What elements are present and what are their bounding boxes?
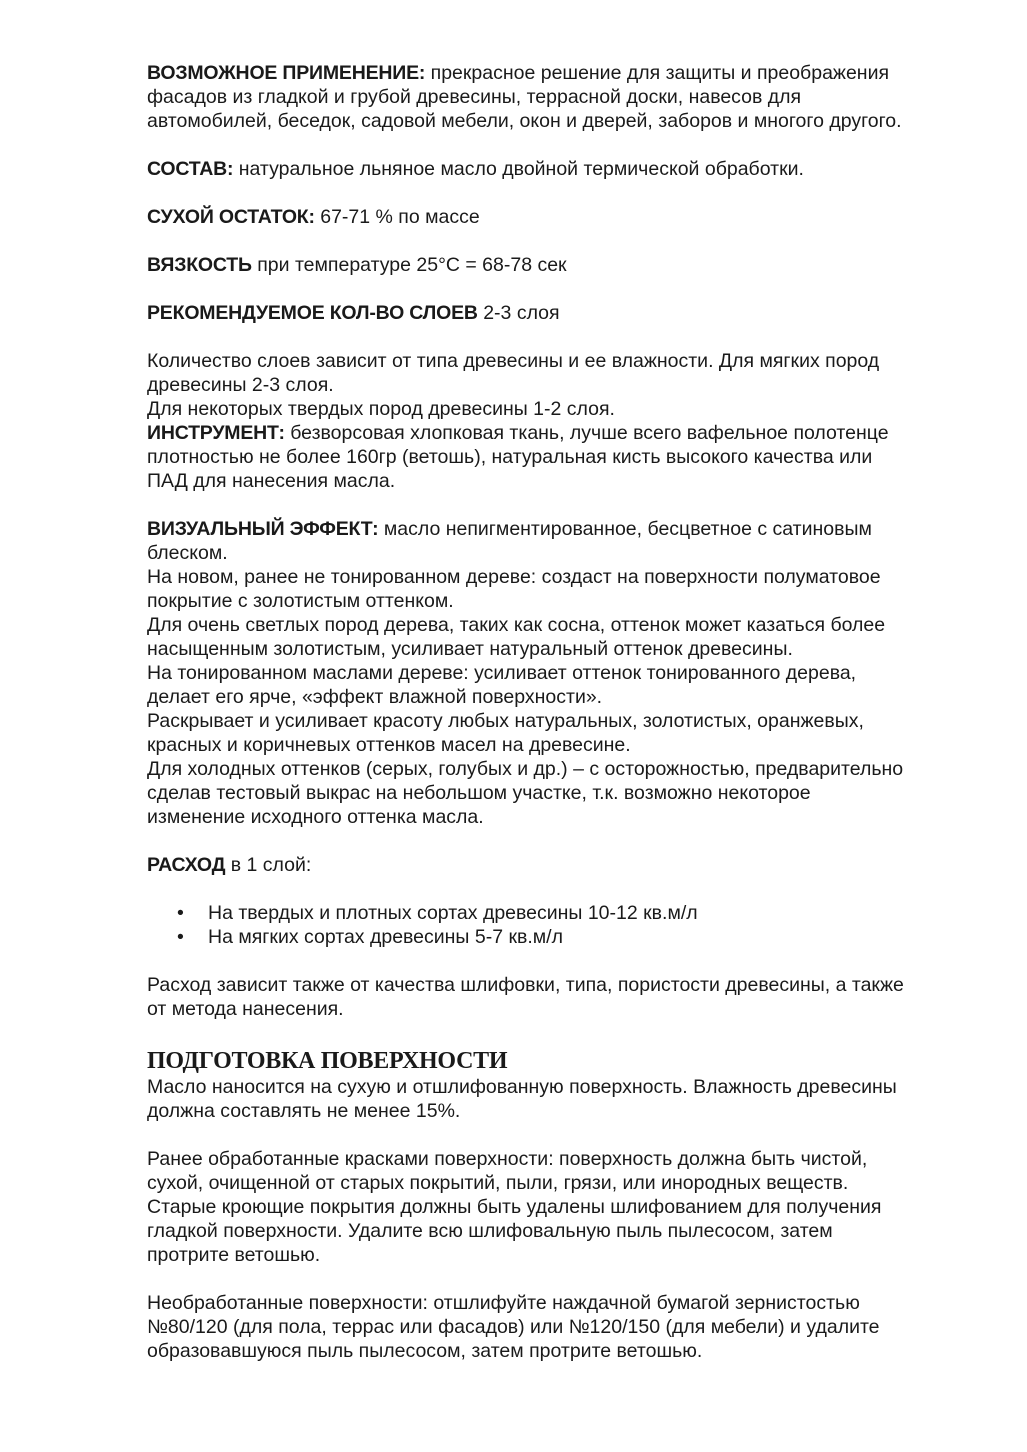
surface-prep-text: Необработанные поверхности: отшлифуйте наждачной бумагой зернистостью <box>147 1292 860 1314</box>
layers-note: Для некоторых твердых пород древесины 1-2 слоя. <box>147 398 615 420</box>
tool-label: ИНСТРУМЕНТ: <box>147 422 285 444</box>
viscosity-value: при температуре 25°С = 68-78 сек <box>251 254 567 276</box>
surface-prep-text: образовавшуюся пыль пылесосом, затем протрите ветошью. <box>147 1340 703 1362</box>
application-label: ВОЗМОЖНОЕ ПРИМЕНЕНИЕ: <box>147 62 426 84</box>
bullet-icon: • <box>177 926 184 948</box>
visual-effect-text: На тонированном маслами дереве: усиливает оттенок тонированного дерева, <box>147 662 857 684</box>
surface-prep-paragraph-1 <box>147 1075 987 1123</box>
list-item <box>147 925 987 949</box>
application-text: прекрасное решение для защиты и преображения <box>425 62 890 84</box>
surface-prep-paragraph-3 <box>147 1291 987 1363</box>
visual-effect-text: Раскрывает и усиливает красоту любых натуральных, золотистых, оранжевых, <box>147 710 864 732</box>
application-text: фасадов из гладкой и грубой древесины, террасной доски, навесов для <box>147 86 802 108</box>
consumption-note <box>147 973 987 1021</box>
visual-effect-paragraph <box>147 517 987 829</box>
layers-label: РЕКОМЕНДУЕМОЕ КОЛ-ВО СЛОЕВ <box>147 302 478 324</box>
visual-effect-text: покрытие с золотистым оттенком. <box>147 590 454 612</box>
application-paragraph <box>147 61 987 133</box>
viscosity-paragraph <box>147 253 987 277</box>
visual-effect-text: делает его ярче, «эффект влажной поверхности». <box>147 686 603 708</box>
surface-prep-text: Ранее обработанные красками поверхности: поверхность должна быть чистой, <box>147 1148 868 1170</box>
visual-effect-text: масло непигментированное, бесцветное с сатиновым <box>378 518 872 540</box>
list-item-text: На мягких сортах древесины 5-7 кв.м/л <box>208 926 563 948</box>
surface-prep-text: сухой, очищенной от старых покрытий, пыли, грязи, или инородных веществ. <box>147 1172 849 1194</box>
consumption-note-text: от метода нанесения. <box>147 998 344 1020</box>
consumption-list <box>147 901 987 949</box>
visual-effect-text: насыщенным золотистым, усиливает натуральный оттенок древесины. <box>147 638 793 660</box>
visual-effect-label: ВИЗУАЛЬНЫЙ ЭФФЕКТ: <box>147 518 379 540</box>
consumption-note-text: Расход зависит также от качества шлифовки, типа, пористости древесины, а также <box>147 974 904 996</box>
list-item-text: На твердых и плотных сортах древесины 10-12 кв.м/л <box>208 902 698 924</box>
layers-paragraph <box>147 301 987 325</box>
dry-residue-value: 67-71 % по массе <box>314 206 480 228</box>
composition-paragraph <box>147 157 987 181</box>
visual-effect-text: На новом, ранее не тонированном дереве: создаст на поверхности полуматовое <box>147 566 881 588</box>
application-text: автомобилей, беседок, садовой мебели, окон и дверей, заборов и многого другого. <box>147 110 902 132</box>
surface-prep-text: №80/120 (для пола, террас или фасадов) или №120/150 (для мебели) и удалите <box>147 1316 880 1338</box>
visual-effect-text: сделав тестовый выкрас на небольшом участке, т.к. возможно некоторое <box>147 782 811 804</box>
layers-note: Количество слоев зависит от типа древесины и ее влажности. Для мягких пород <box>147 350 880 372</box>
consumption-paragraph <box>147 853 987 877</box>
surface-prep-text: протрите ветошью. <box>147 1244 321 1266</box>
tool-text: ПАД для нанесения масла. <box>147 470 396 492</box>
visual-effect-text: Для холодных оттенков (серых, голубых и др.) – с осторожностью, предварительно <box>147 758 904 780</box>
surface-prep-text: Масло наносится на сухую и отшлифованную поверхность. Влажность древесины <box>147 1076 897 1098</box>
surface-prep-text: должна составлять не менее 15%. <box>147 1100 461 1122</box>
bullet-icon: • <box>177 902 184 924</box>
layers-value: 2-3 слоя <box>477 302 560 324</box>
composition-label: СОСТАВ: <box>147 158 234 180</box>
dry-residue-paragraph <box>147 205 987 229</box>
layers-note: древесины 2-3 слоя. <box>147 374 334 396</box>
visual-effect-text: блеском. <box>147 542 228 564</box>
consumption-value: в 1 слой: <box>225 854 312 876</box>
tool-text: безворсовая хлопковая ткань, лучше всего вафельное полотенце <box>284 422 889 444</box>
document-page <box>147 61 987 1363</box>
list-item <box>147 901 987 925</box>
surface-prep-text: гладкой поверхности. Удалите всю шлифовальную пыль пылесосом, затем <box>147 1220 833 1242</box>
viscosity-label: ВЯЗКОСТЬ <box>147 254 252 276</box>
visual-effect-text: красных и коричневых оттенков масел на древесине. <box>147 734 631 756</box>
visual-effect-text: изменение исходного оттенка масла. <box>147 806 484 828</box>
layers-notes <box>147 349 987 493</box>
consumption-label: РАСХОД <box>147 854 226 876</box>
surface-prep-text: Старые кроющие покрытия должны быть удалены шлифованием для получения <box>147 1196 882 1218</box>
tool-text: плотностью не более 160гр (ветошь), натуральная кисть высокого качества или <box>147 446 873 468</box>
surface-prep-paragraph-2 <box>147 1147 987 1267</box>
dry-residue-label: СУХОЙ ОСТАТОК: <box>147 206 315 228</box>
composition-value: натуральное льняное масло двойной термической обработки. <box>233 158 804 180</box>
visual-effect-text: Для очень светлых пород дерева, таких как сосна, оттенок может казаться более <box>147 614 886 636</box>
section-heading-surface-prep: ПОДГОТОВКА ПОВЕРХНОСТИ <box>147 1048 508 1074</box>
